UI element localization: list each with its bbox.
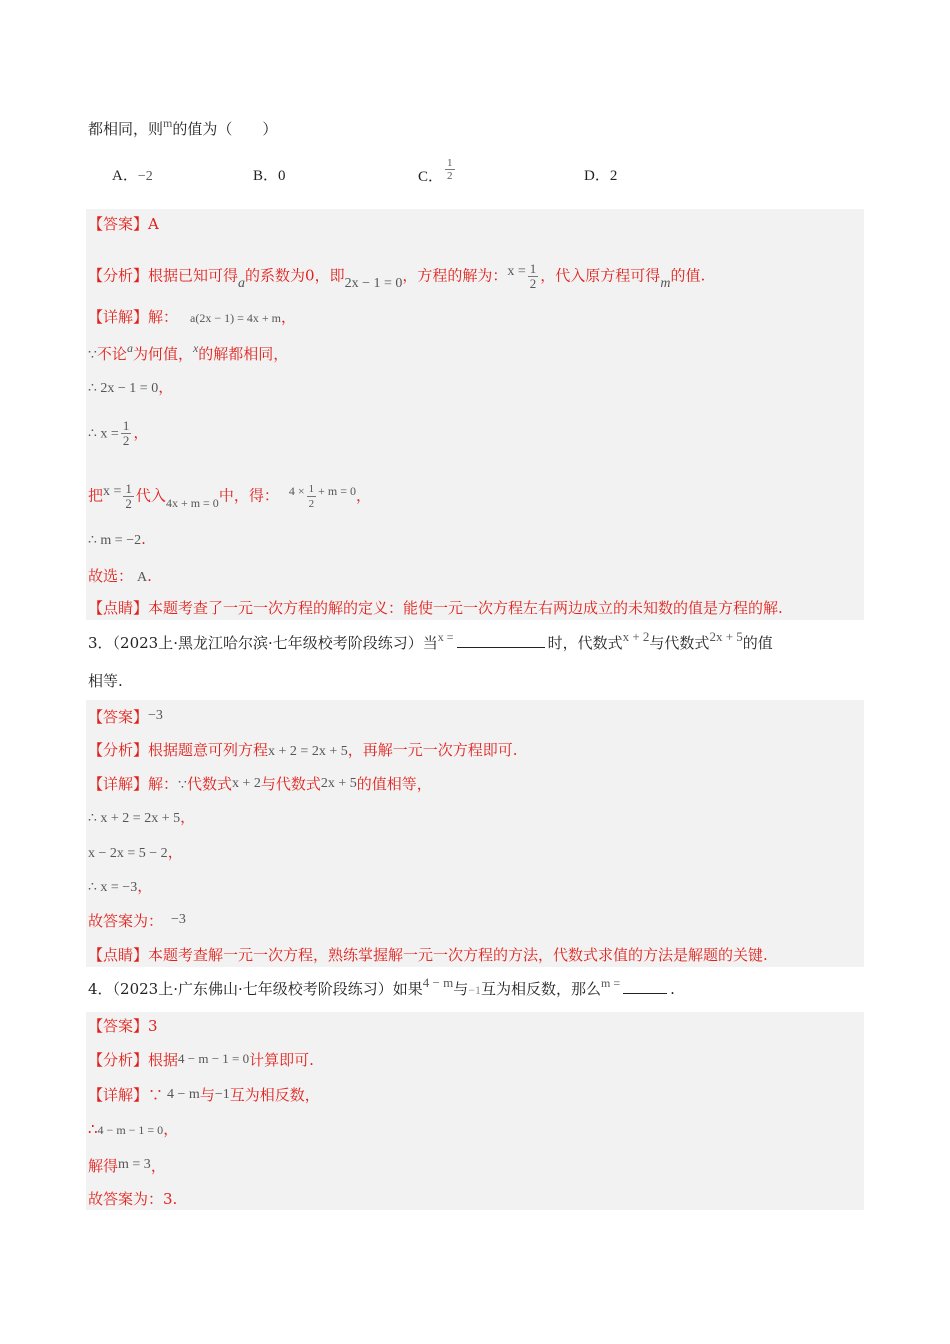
q2-detail-line-3: ∴ 2x − 1 = 0，: [88, 378, 174, 396]
q3-detail-line-2: ∴ x + 2 = 2x + 5，: [88, 808, 196, 826]
q3-stem: 3．（2023上·黑龙江哈尔滨·七年级校考阶段练习）当$^{x =}$ 时，代数式x + 2与代数式2x + 5的值: [88, 629, 773, 652]
var-m: m: [163, 116, 173, 130]
q2-detail-line-4: ∴ x = $\frac{1}{2}$ ，: [88, 418, 149, 448]
option-c[interactable]: C． $\frac{1}{2}$: [418, 157, 453, 185]
q4-detail-final: 故答案为：3.: [88, 1190, 178, 1208]
q2-detail-line-6: ∴ m = −2.: [88, 530, 146, 548]
option-d[interactable]: D．2: [584, 168, 618, 184]
q3-detail-line-1: 【详解】解：∵代数式x + 2与代数式2x + 5的值相等，: [88, 775, 432, 793]
q2-detail-line-2: ∵不论$^a$为何值，$^x$的解都相同，: [88, 341, 289, 363]
q2-detail-line-5: 把x = $\frac{1}{2}$ 代入$_{4x + m = 0}$中，得： $^{4 \times}$ $\frac{1}{2}$ $^{+ m = 0}$，: [88, 481, 371, 511]
q3-answer: 【答案】−3: [88, 708, 163, 726]
q3-detail-line-3: x − 2x = 5 − 2，: [88, 843, 183, 861]
q2-detail-line-1: 【详解】解： a(2x − 1) = 4x + m，: [88, 308, 297, 326]
q2-detail-line-7: 故选： A.: [88, 567, 152, 585]
q3-answer-blank[interactable]: [457, 633, 545, 648]
q2-comment: 【点睛】本题考查了一元一次方程的解的定义：能使一元一次方程左右两边成立的未知数的值是方程的解.: [88, 599, 783, 617]
q3-comment: 【点睛】本题考查解一元一次方程，熟练掌握解一元一次方程的方法，代数式求值的方法是解题的关键.: [88, 946, 768, 964]
q3-detail-line-4: ∴ x = −3，: [88, 877, 153, 895]
q2-stem-tail: 都相同，则$^m$的值为（ ）: [88, 116, 278, 138]
q4-stem: 4．（2023上·广东佛山·七年级校考阶段练习）如果4 − m与−1互为相反数，那么$^{m =}$ .: [88, 975, 675, 998]
q4-detail-line-1: 【详解】∵ 4 − m与−1互为相反数，: [88, 1086, 320, 1104]
q4-answer-blank[interactable]: [623, 979, 667, 994]
q4-detail-line-2: ∴4 − m − 1 = 0，: [88, 1120, 179, 1138]
q2-analysis: 【分析】根据已知可得a的系数为0，即2x − 1 = 0，方程的解为：x = $\frac{1}{2}$ ，代入原方程可得m的值.: [88, 261, 706, 291]
q4-detail-line-3: 解得m = 3，: [88, 1157, 166, 1175]
q4-analysis: 【分析】根据4 − m − 1 = 0计算即可.: [88, 1051, 314, 1069]
q3-analysis: 【分析】根据题意可列方程x + 2 = 2x + 5，再解一元一次方程即可.: [88, 741, 518, 759]
q3-stem-line-2: 相等.: [88, 672, 123, 690]
option-b[interactable]: B．0: [253, 168, 286, 184]
q4-answer: 【答案】3: [88, 1017, 158, 1035]
q4-solution-panel: [86, 1012, 864, 1210]
option-a[interactable]: A．−2: [112, 168, 153, 184]
q2-answer: 【答案】A: [88, 215, 159, 233]
q3-detail-final: 故答案为： −3: [88, 912, 186, 930]
